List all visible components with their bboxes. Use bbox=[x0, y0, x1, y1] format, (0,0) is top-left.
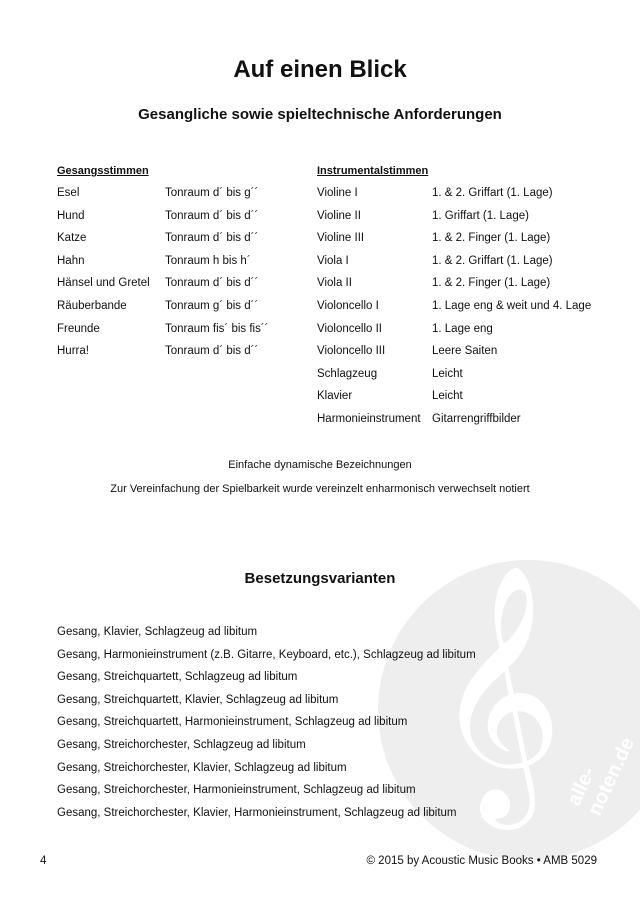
vocal-part: Esel bbox=[57, 187, 80, 199]
instrument-part: Viola II bbox=[317, 277, 352, 290]
instrument-requirement: Leere Saiten bbox=[432, 345, 498, 358]
vocal-header: Gesangsstimmen bbox=[57, 165, 149, 177]
vocal-part: Katze bbox=[57, 232, 87, 245]
instrument-requirement: Gitarrengriffbilder bbox=[432, 413, 521, 425]
variant-item: Gesang, Streichquartett, Klavier, Schlagzeug ad libitum bbox=[57, 693, 339, 706]
vocal-part: Hahn bbox=[57, 254, 85, 267]
variant-item: Gesang, Klavier, Schlagzeug ad libitum bbox=[57, 626, 258, 638]
variant-item: Gesang, Streichorchester, Schlagzeug ad libitum bbox=[57, 739, 306, 751]
instrument-part: Viola I bbox=[317, 254, 349, 267]
page-number: 4 bbox=[40, 855, 47, 867]
instrument-part: Violine II bbox=[317, 209, 361, 222]
copyright: © 2015 by Acoustic Music Books • AMB 5029 bbox=[366, 855, 597, 867]
watermark-text: alle-noten.de bbox=[563, 734, 640, 820]
vocal-range: Tonraum d´ bis d´´ bbox=[165, 209, 259, 222]
instrument-part: Violine I bbox=[317, 187, 358, 199]
instrument-requirement: 1. & 2. Finger (1. Lage) bbox=[432, 232, 551, 245]
instrument-requirement: 1. Lage eng & weit und 4. Lage bbox=[432, 300, 592, 312]
variant-item: Gesang, Harmonieinstrument (z.B. Gitarre, Keyboard, etc.), Schlagzeug ad libitum bbox=[57, 648, 476, 661]
section-title: Besetzungsvarianten bbox=[244, 570, 396, 587]
note-enharmonic: Zur Vereinfachung der Spielbarkeit wurde vereinzelt enharmonisch verwechselt notiert bbox=[110, 483, 530, 495]
variant-item: Gesang, Streichorchester, Harmonieinstrument, Schlagzeug ad libitum bbox=[57, 784, 416, 797]
instrument-requirement: Leicht bbox=[432, 390, 463, 403]
instrument-part: Harmonieinstrument bbox=[317, 413, 421, 425]
instrument-part: Schlagzeug bbox=[317, 367, 378, 380]
vocal-range: Tonraum fis´ bis fis´´ bbox=[165, 322, 269, 335]
instrument-part: Violoncello I bbox=[317, 300, 379, 312]
vocal-range: Tonraum d´ bis d´´ bbox=[165, 277, 259, 290]
vocal-range: Tonraum d´ bis d´´ bbox=[165, 232, 259, 245]
variant-item: Gesang, Streichquartett, Schlagzeug ad libitum bbox=[57, 671, 298, 684]
instrument-part: Klavier bbox=[317, 390, 353, 403]
instrument-part: Violoncello III bbox=[317, 345, 386, 358]
instrument-requirement: 1. Lage eng bbox=[432, 322, 493, 335]
instrument-part: Violoncello II bbox=[317, 322, 382, 335]
instrument-requirement: 1. & 2. Griffart (1. Lage) bbox=[432, 187, 553, 199]
variant-item: Gesang, Streichquartett, Harmonieinstrument, Schlagzeug ad libitum bbox=[57, 716, 408, 729]
vocal-part: Hänsel und Gretel bbox=[57, 277, 150, 290]
instrument-requirement: 1. & 2. Griffart (1. Lage) bbox=[432, 254, 553, 267]
instrument-requirement: Leicht bbox=[432, 367, 463, 380]
instrument-part: Violine III bbox=[317, 232, 365, 245]
vocal-part: Freunde bbox=[57, 322, 100, 335]
vocal-part: Räuberbande bbox=[57, 300, 127, 312]
variant-item: Gesang, Streichorchester, Klavier, Schlagzeug ad libitum bbox=[57, 761, 347, 774]
vocal-range: Tonraum g´ bis d´´ bbox=[165, 300, 259, 312]
instrument-requirement: 1. Griffart (1. Lage) bbox=[432, 209, 529, 222]
instrument-header: Instrumentalstimmen bbox=[317, 165, 429, 177]
treble-clef-icon: 𝄞 bbox=[433, 562, 564, 818]
variant-item: Gesang, Streichorchester, Klavier, Harmonieinstrument, Schlagzeug ad libitum bbox=[57, 806, 457, 819]
vocal-part: Hurra! bbox=[57, 345, 89, 358]
vocal-part: Hund bbox=[57, 209, 85, 222]
subtitle: Gesangliche sowie spieltechnische Anforderungen bbox=[138, 106, 502, 123]
note-dynamics: Einfache dynamische Bezeichnungen bbox=[228, 459, 412, 471]
vocal-range: Tonraum d´ bis g´´ bbox=[165, 187, 259, 199]
vocal-range: Tonraum d´ bis d´´ bbox=[165, 345, 259, 358]
page-title: Auf einen Blick bbox=[233, 56, 407, 83]
instrument-requirement: 1. & 2. Finger (1. Lage) bbox=[432, 277, 551, 290]
vocal-range: Tonraum h bis h´ bbox=[165, 254, 251, 267]
